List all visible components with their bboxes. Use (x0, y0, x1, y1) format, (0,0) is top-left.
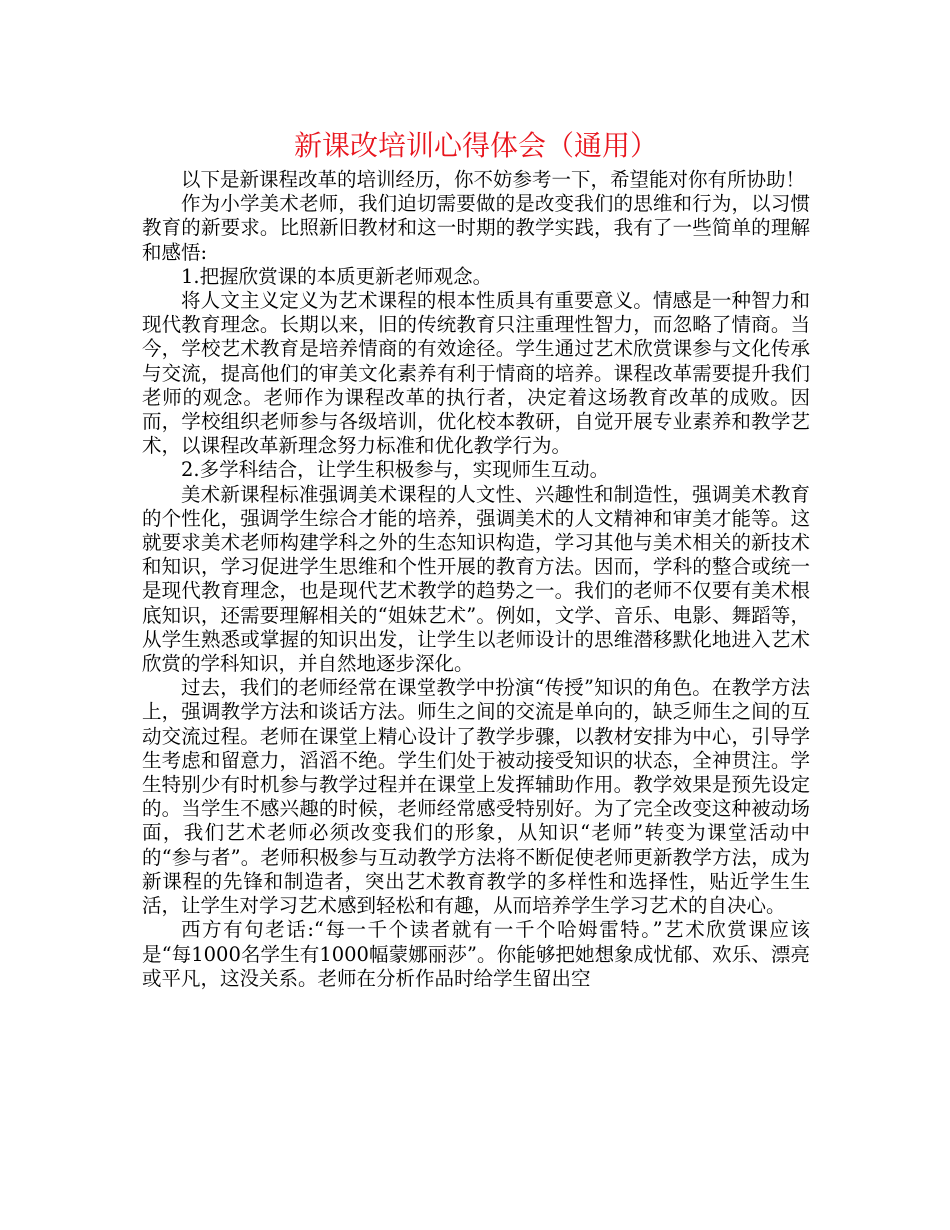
paragraph-humanism: 将人文主义定义为艺术课程的根本性质具有重要意义。情感是一种智力和现代教育理念。长期以来，旧的传统教育只注重理性智力，而忽略了情商。当今，学校艺术教育是培养情商的有效途径。学生通过艺术欣赏课参与文化传承与交流，提高他们的审美文化素养有利于情商的培养。课程改革需要提升我们老师的观念。老师作为课程改革的执行者，决定着这场教育改革的成败。因而，学校组织老师参与各级培训，优化校本教研，自觉开展专业素养和教学艺术，以课程改革新理念努力标准和优化教学行为。 (142, 289, 810, 458)
paragraph-curriculum-standard: 美术新课程标准强调美术课程的人文性、兴趣性和制造性，强调美术教育的个性化，强调学生综合才能的培养，强调美术的人文精神和审美才能等。这就要求美术老师构建学科之外的生态知识构造，学习其他与美术相关的新技术和知识，学习促进学生思维和个性开展的教育方法。因而，学科的整合或统一是现代教育理念，也是现代艺术教学的趋势之一。我们的老师不仅要有美术根底知识，还需要理解相关的“姐妹艺术”。例如，文学、音乐、电影、舞蹈等，从学生熟悉或掌握的知识出发，让学生以老师设计的思维潜移默化地进入艺术欣赏的学科知识，并自然地逐步深化。 (142, 482, 810, 676)
paragraph-role: 作为小学美术老师，我们迫切需要做的是改变我们的思维和行为，以习惯教育的新要求。比照新旧教材和这一时期的教学实践，我有了一些简单的理解和感悟: (142, 192, 810, 264)
paragraph-past-teaching: 过去，我们的老师经常在课堂教学中扮演“传授”知识的角色。在教学方法上，强调教学方法和谈话方法。师生之间的交流是单向的，缺乏师生之间的互动交流过程。老师在课堂上精心设计了教学步骤，以教材安排为中心，引导学生考虑和留意力，滔滔不绝。学生们处于被动接受知识的状态，全神贯注。学生特别少有时机参与教学过程并在课堂上发挥辅助作用。教学效果是预先设定的。当学生不感兴趣的时候，老师经常感受特别好。为了完全改变这种被动场面，我们艺术老师必须改变我们的形象，从知识“老师”转变为课堂活动中的“参与者”。老师积极参与互动教学方法将不断促使老师更新教学方法，成为新课程的先锋和制造者，突出艺术教育教学的多样性和选择性，贴近学生生活，让学生对学习艺术感到轻松和有趣，从而培养学生学习艺术的自决心。 (142, 676, 810, 918)
document-page (142, 126, 810, 991)
paragraph-intro: 以下是新课程改革的培训经历，你不妨参考一下，希望能对你有所协助！ (181, 168, 806, 191)
document-title: 新课改培训心得体会（通用） (293, 129, 658, 162)
paragraph-heading-2: 2.多学科结合，让学生积极参与，实现师生互动。 (181, 458, 610, 482)
paragraph-heading-1: 1.把握欣赏课的本质更新老师观念。 (181, 264, 493, 288)
paragraph-hamlet: 西方有句老话:“每一千个读者就有一千个哈姆雷特。”艺术欣赏课应该是“每1000名学生有1000幅蒙娜丽莎”。你能够把她想象成忧郁、欢乐、漂亮或平凡，这没关系。老师在分析作品时给学生留出空 (142, 918, 810, 990)
